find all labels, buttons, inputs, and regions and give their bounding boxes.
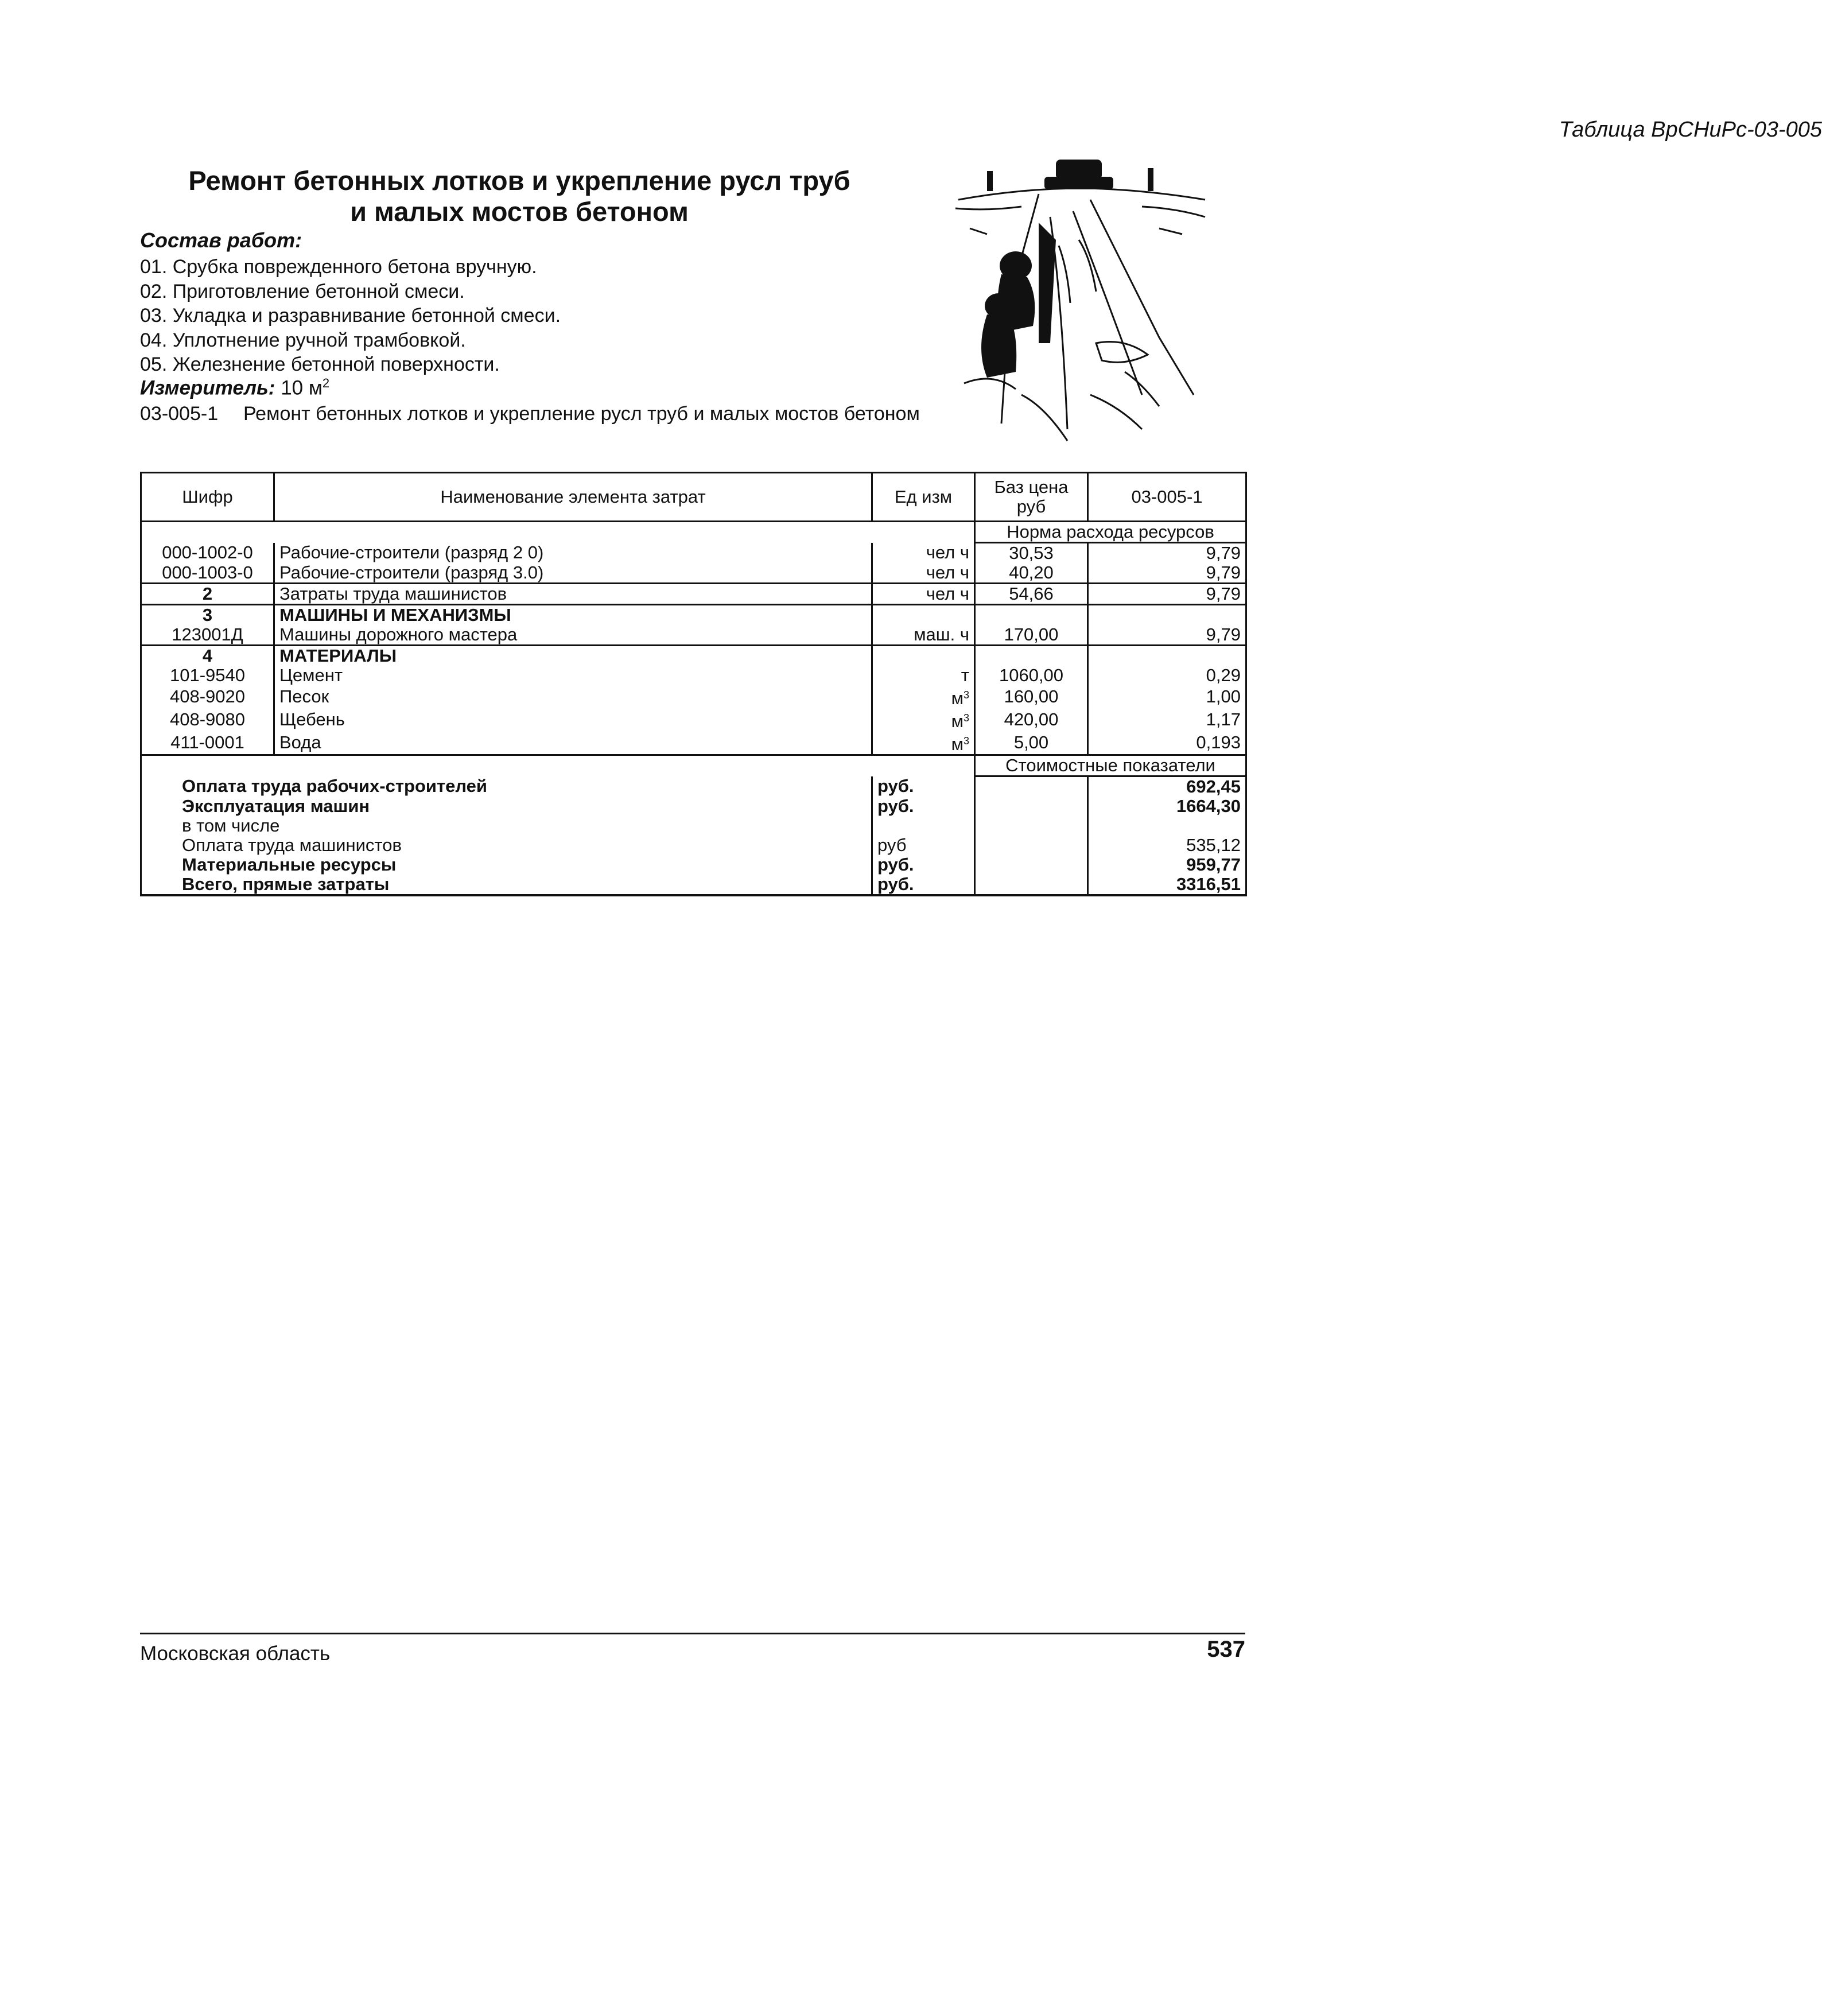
cost-row: в том числе — [141, 816, 1246, 836]
work-composition-heading: Состав работ: — [140, 228, 302, 252]
measure-label: Измеритель: — [140, 376, 275, 399]
page-title — [132, 165, 907, 227]
table-row: 101-9540 Цемент т 1060,00 0,29 — [141, 666, 1246, 685]
header-code: Шифр — [141, 473, 274, 522]
table-reference: Таблица ВрСНиРс-03-005 — [1559, 118, 1822, 142]
measure-exponent: 2 — [322, 376, 330, 390]
page-number: 537 — [1207, 1637, 1245, 1662]
work-composition-list — [140, 255, 561, 377]
work-item: 01. Срубка поврежденного бетона вручную. — [140, 256, 537, 278]
band-norm: Норма расхода ресурсов — [975, 522, 1246, 543]
header-norm: 03-005-1 — [1088, 473, 1246, 522]
header-unit: Ед изм — [872, 473, 975, 522]
cost-row: Оплата труда машинистов руб 535,12 — [141, 836, 1246, 855]
table-row: 000-1003-0 Рабочие-строители (разряд 3.0) чел ч 40,20 9,79 — [141, 563, 1246, 584]
title-line-2: и малых мостов бетоном — [350, 196, 689, 227]
table-row: 408-9080 Щебень $м^3$ 420,00 1,17 — [141, 708, 1246, 731]
work-item: 04. Уплотнение ручной трамбовкой. — [140, 329, 466, 351]
cost-row: Оплата труда рабочих-строителей руб. 692,45 — [141, 776, 1246, 797]
cost-row: Материальные ресурсы руб. 959,77 — [141, 855, 1246, 875]
workers-illustration — [953, 154, 1208, 444]
table-row: 411-0001 Вода $м^3$ 5,00 0,193 — [141, 731, 1246, 755]
header-price: Баз цена руб — [975, 473, 1088, 522]
measure-unit — [140, 376, 329, 400]
table-row: 123001Д Машины дорожного мастера маш. ч 170,00 9,79 — [141, 625, 1246, 646]
table-row: 3 МАШИНЫ И МЕХАНИЗМЫ — [141, 605, 1246, 626]
table-row: 408-9020 Песок $м^3$ 160,00 1,00 — [141, 685, 1246, 708]
table-row: 4 МАТЕРИАЛЫ — [141, 646, 1246, 666]
resource-table — [140, 472, 1247, 896]
norm-description: Ремонт бетонных лотков и укрепление русл труб и малых мостов бетоном — [243, 403, 920, 425]
footer-divider — [140, 1633, 1245, 1634]
measure-value: 10 м — [281, 376, 323, 399]
title-line-1: Ремонт бетонных лотков и укрепление русл труб — [188, 165, 850, 196]
norm-code: 03-005-1 — [140, 403, 219, 425]
cost-row: Эксплуатация машин руб. 1664,30 — [141, 797, 1246, 816]
table-row: 2 Затраты труда машинистов чел ч 54,66 9,79 — [141, 584, 1246, 605]
work-item: 03. Укладка и разравнивание бетонной смеси. — [140, 305, 561, 327]
footer-region: Московская область — [140, 1642, 331, 1665]
table-row: 000-1002-0 Рабочие-строители (разряд 2 0) чел ч 30,53 9,79 — [141, 543, 1246, 564]
cost-row: Всего, прямые затраты руб. 3316,51 — [141, 875, 1246, 895]
header-name: Наименование элемента затрат — [274, 473, 872, 522]
work-item: 02. Приготовление бетонной смеси. — [140, 280, 465, 302]
band-cost: Стоимостные показатели — [975, 755, 1246, 776]
work-item: 05. Железнение бетонной поверхности. — [140, 354, 500, 375]
